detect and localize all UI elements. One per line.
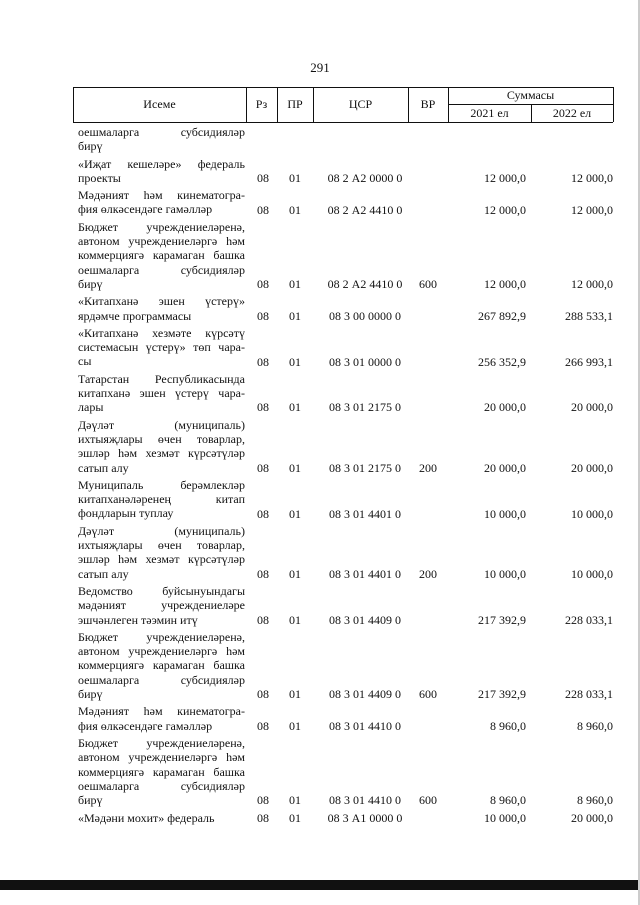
- cell-s2: 20 000,0: [571, 810, 613, 825]
- row-name-line: мәдәният учреждениеләре: [78, 598, 245, 613]
- cell-csr: 08 3 01 4401 0: [329, 566, 401, 581]
- row-name-line: эшләр һәм хезмәт күрсәтүләр: [78, 552, 245, 567]
- row-name-line: бирү: [78, 139, 103, 154]
- row-name: [78, 125, 245, 154]
- cell-vr: 600: [419, 793, 437, 808]
- row-name-line: бирү: [78, 793, 103, 808]
- row-name-line: ихтыяҗлары өчен товарлар,: [78, 538, 245, 553]
- cell-vr: 200: [419, 566, 437, 581]
- cell-s1: 8 960,0: [490, 793, 526, 808]
- row-name-line: «Китапханә эшен үстерү»: [78, 294, 245, 309]
- cell-pr: 01: [289, 460, 301, 475]
- row-name-line: оешмаларга субсидияләр: [78, 672, 245, 687]
- cell-csr: 08 2 А2 4410 0: [327, 202, 403, 217]
- row-name-line: коммерциягә карамаган башка: [78, 658, 245, 673]
- header-name: Исеме: [143, 97, 176, 111]
- cell-pr: 01: [289, 810, 301, 825]
- cell-pr: 01: [289, 687, 301, 702]
- cell-pr: 01: [289, 400, 301, 415]
- cell-s2: 20 000,0: [571, 400, 613, 415]
- row-name-line: Мәдәният һәм кинематогра-: [78, 704, 245, 719]
- row-name-line: автоном учреждениеләргә һәм: [78, 234, 245, 249]
- cell-rz: 08: [257, 308, 269, 323]
- row-name-line: Татарстан Республикасында: [78, 371, 245, 386]
- cell-s1: 12 000,0: [484, 170, 526, 185]
- header-year-2021: 2021 ел: [470, 106, 509, 120]
- cell-s2: 8 960,0: [577, 793, 613, 808]
- cell-s1: 217 392,9: [478, 612, 526, 627]
- cell-rz: 08: [257, 460, 269, 475]
- cell-s1: 10 000,0: [484, 566, 526, 581]
- row-name: [78, 630, 245, 701]
- cell-s2: 8 960,0: [577, 718, 613, 733]
- cell-s2: 10 000,0: [571, 566, 613, 581]
- row-name-line: фондларын туплау: [78, 506, 174, 521]
- row-name-line: эшләр һәм хезмәт күрсәтүләр: [78, 446, 245, 461]
- cell-s1: 267 892,9: [478, 308, 526, 323]
- cell-pr: 01: [289, 308, 301, 323]
- row-name-line: «Иҗат кешеләре» федераль: [78, 156, 245, 171]
- header-sums: Суммасы: [506, 88, 555, 102]
- row-name-line: проекты: [78, 170, 121, 185]
- row-name-line: коммерциягә карамаган башка: [78, 764, 245, 779]
- cell-rz: 08: [257, 354, 269, 369]
- cell-s1: 8 960,0: [490, 718, 526, 733]
- cell-s2: 288 533,1: [565, 308, 613, 323]
- cell-s1: 12 000,0: [484, 277, 526, 291]
- row-name-line: Бюджет учреждениеләренә,: [78, 736, 245, 750]
- row-name-line: Мәдәният һәм кинематогра-: [78, 188, 245, 203]
- row-name-line: Дәүләт (муниципаль): [78, 523, 245, 538]
- cell-vr: 200: [419, 460, 437, 475]
- cell-s2: 12 000,0: [571, 202, 613, 217]
- cell-s1: 20 000,0: [484, 460, 526, 475]
- cell-rz: 08: [257, 566, 269, 581]
- cell-csr: 08 3 01 4410 0: [329, 718, 401, 733]
- row-name: [78, 736, 245, 807]
- cell-pr: 01: [289, 566, 301, 581]
- row-name-line: Дәүләт (муниципаль): [78, 417, 245, 432]
- row-name-line: оешмаларга субсидияләр: [78, 262, 245, 277]
- cell-s2: 20 000,0: [571, 460, 613, 475]
- row-name: [78, 478, 245, 521]
- cell-rz: 08: [257, 170, 269, 185]
- row-name: [78, 188, 245, 217]
- row-name-line: сатып алу: [78, 566, 129, 581]
- row-name-line: лары: [78, 400, 104, 415]
- header-vr: ВР: [420, 97, 436, 111]
- cell-pr: 01: [289, 354, 301, 369]
- cell-csr: 08 3 01 4410 0: [329, 793, 401, 808]
- cell-pr: 01: [289, 718, 301, 733]
- cell-s1: 20 000,0: [484, 400, 526, 415]
- cell-csr: 08 2 А2 0000 0: [327, 170, 403, 185]
- page-number: 291: [310, 60, 330, 75]
- cell-csr: 08 2 А2 4410 0: [327, 277, 403, 291]
- row-name-line: китапханә эшен үстерү чара-: [78, 386, 245, 401]
- cell-rz: 08: [257, 810, 269, 825]
- cell-s2: 266 993,1: [565, 354, 613, 369]
- row-name-line: «Мәдәни мохит» федераль: [78, 810, 215, 825]
- row-name: [78, 326, 245, 369]
- header-pr: ПР: [287, 97, 303, 111]
- row-name-line: оешмаларга субсидияләр: [78, 125, 245, 139]
- cell-rz: 08: [257, 687, 269, 702]
- cell-csr: 08 3 01 2175 0: [329, 460, 401, 475]
- row-name-line: ярдәмче программасы: [78, 308, 192, 323]
- cell-s2: 228 033,1: [565, 687, 613, 702]
- row-name-line: автоном учреждениеләргә һәм: [78, 750, 245, 765]
- row-name-line: эшчәнлеген тәэмин итү: [78, 612, 198, 627]
- row-name-line: Муниципаль берәмлекләр: [78, 477, 245, 492]
- header-rz: Рз: [255, 97, 268, 111]
- cell-pr: 01: [289, 793, 301, 808]
- cell-rz: 08: [257, 277, 269, 291]
- row-name-line: Ведомство буйсынуындагы: [78, 584, 245, 598]
- row-name-line: Бюджет учреждениеләренә,: [78, 219, 245, 234]
- cell-s2: 228 033,1: [565, 612, 613, 627]
- cell-rz: 08: [257, 793, 269, 808]
- cell-pr: 01: [289, 277, 301, 291]
- row-name-line: сатып алу: [78, 460, 129, 475]
- header-csr: ЦСР: [348, 97, 373, 111]
- cell-rz: 08: [257, 400, 269, 415]
- cell-s1: 217 392,9: [478, 687, 526, 702]
- cell-rz: 08: [257, 202, 269, 217]
- scan-bottom-border: [0, 880, 640, 890]
- cell-csr: 08 3 01 0000 0: [329, 354, 401, 369]
- row-name: [78, 418, 245, 475]
- row-name-line: китапханәләренең китап: [78, 492, 245, 507]
- cell-s1: 10 000,0: [484, 506, 526, 521]
- cell-csr: 08 3 01 4409 0: [329, 687, 401, 702]
- cell-s1: 12 000,0: [484, 202, 526, 217]
- row-name-line: бирү: [78, 276, 103, 291]
- row-name: [78, 704, 245, 733]
- row-name-line: «Китапханә хезмәте күрсәтү: [78, 325, 245, 340]
- cell-s1: 256 352,9: [478, 354, 526, 369]
- row-name-line: фия өлкәсендәге гамәлләр: [78, 202, 213, 217]
- cell-csr: 08 3 01 4409 0: [329, 612, 401, 627]
- cell-rz: 08: [257, 506, 269, 521]
- cell-pr: 01: [289, 506, 301, 521]
- cell-s2: 12 000,0: [571, 170, 613, 185]
- cell-pr: 01: [289, 202, 301, 217]
- row-name-line: системасын үстерү» төп чара-: [78, 340, 245, 355]
- cell-vr: 600: [419, 687, 437, 702]
- row-name: [78, 811, 245, 825]
- cell-csr: 08 3 01 4401 0: [329, 506, 401, 521]
- cell-csr: 08 3 00 0000 0: [329, 308, 401, 323]
- cell-csr: 08 3 А1 0000 0: [327, 810, 403, 825]
- row-name-line: бирү: [78, 687, 103, 702]
- row-name-line: оешмаларга субсидияләр: [78, 778, 245, 793]
- cell-rz: 08: [257, 612, 269, 627]
- cell-pr: 01: [289, 612, 301, 627]
- row-name-line: фия өлкәсендәге гамәлләр: [78, 718, 213, 733]
- row-name-line: Бюджет учреждениеләренә,: [78, 629, 245, 644]
- row-name: [78, 294, 245, 323]
- row-name-line: ихтыяҗлары өчен товарлар,: [78, 431, 245, 446]
- row-name: [78, 524, 245, 581]
- row-name: [78, 584, 245, 627]
- row-name: [78, 220, 245, 291]
- row-name: [78, 157, 245, 186]
- row-name: [78, 372, 245, 415]
- row-name-line: коммерциягә карамаган башка: [78, 248, 245, 263]
- cell-csr: 08 3 01 2175 0: [329, 400, 401, 415]
- cell-vr: 600: [419, 277, 437, 291]
- row-name-line: автоном учреждениеләргә һәм: [78, 644, 245, 659]
- cell-s2: 10 000,0: [571, 506, 613, 521]
- cell-rz: 08: [257, 718, 269, 733]
- header-year-2022: 2022 ел: [552, 106, 592, 120]
- cell-pr: 01: [289, 170, 301, 185]
- row-name-line: сы: [78, 354, 92, 369]
- cell-s1: 10 000,0: [484, 810, 526, 825]
- cell-s2: 12 000,0: [571, 277, 613, 291]
